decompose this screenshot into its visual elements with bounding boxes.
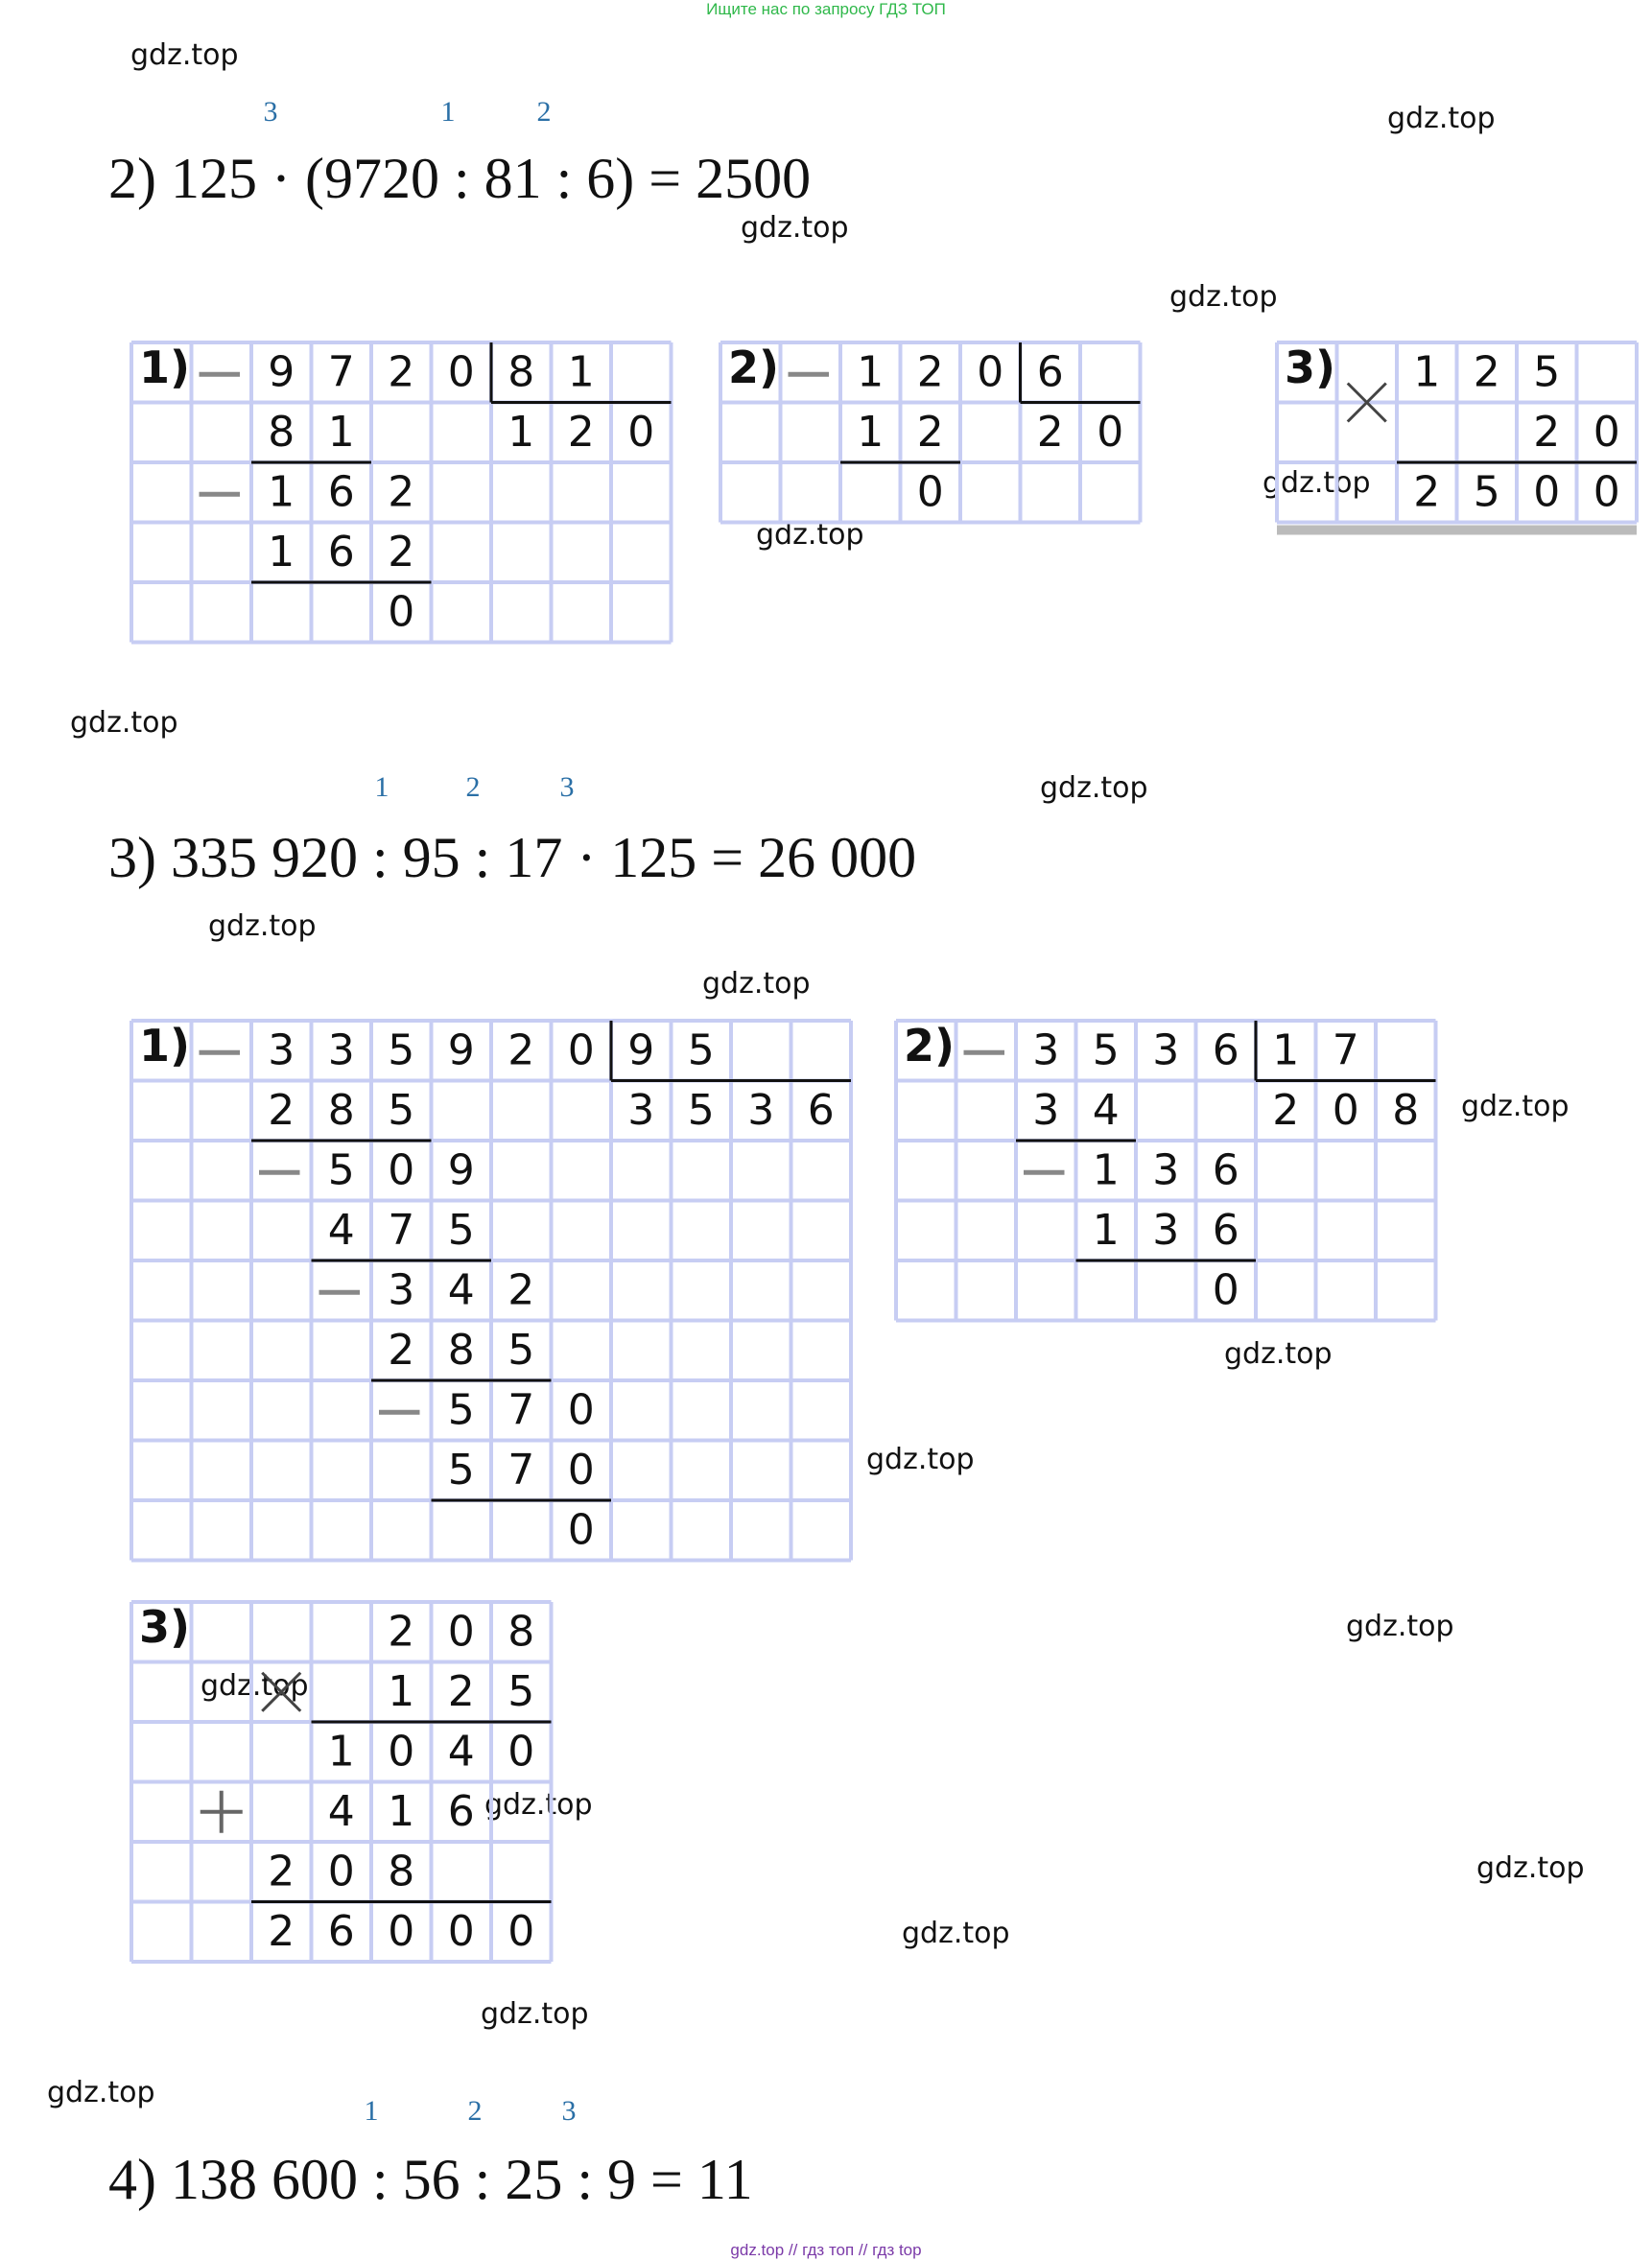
quotient-digit: 0 (1097, 407, 1124, 457)
remainder-digit: 2 (507, 1265, 535, 1315)
partial-product-digit: 4 (447, 1727, 475, 1777)
divisor-digit: 5 (687, 1025, 715, 1075)
plus-sign (201, 1791, 243, 1833)
watermark: gdz.top (702, 967, 811, 1001)
dividend-digit: 9 (447, 1025, 475, 1075)
quotient-digit: 8 (1392, 1085, 1420, 1135)
subtrahend-digit: 1 (857, 407, 885, 457)
order-mark: 2 (536, 96, 552, 128)
subtrahend-digit: 2 (268, 1085, 295, 1135)
expression-task4: 4) 138 600 : 56 : 25 : 9 = 11 (108, 2148, 753, 2211)
divisor-digit: 1 (567, 347, 595, 397)
dividend-digit: 0 (977, 347, 1004, 397)
subtrahend-digit: 8 (447, 1325, 475, 1375)
watermark: gdz.top (130, 38, 239, 72)
subtrahend-digit: 1 (268, 527, 295, 577)
dividend-digit: 3 (1032, 1025, 1060, 1075)
dividend-digit: 5 (388, 1025, 415, 1075)
partial-product-digit: 6 (447, 1786, 475, 1836)
watermark: gdz.top (1476, 1851, 1585, 1885)
step-label: 3) (139, 1601, 191, 1653)
factor-digit: 2 (1533, 407, 1561, 457)
watermark: gdz.top (1224, 1337, 1333, 1371)
remainder-digit: 0 (567, 1505, 595, 1555)
watermark: gdz.top (866, 1443, 975, 1476)
dividend-digit: 7 (327, 347, 355, 397)
watermark: gdz.top (1040, 771, 1148, 805)
remainder-digit: 5 (447, 1385, 475, 1435)
factor-digit: 1 (1413, 347, 1441, 397)
remainder-digit: 0 (388, 1145, 415, 1195)
remainder-digit: 6 (327, 467, 355, 517)
order-mark: 1 (440, 96, 456, 128)
watermark: gdz.top (1263, 466, 1371, 500)
remainder-digit: 6 (1212, 1145, 1239, 1195)
divisor-digit: 1 (1272, 1025, 1300, 1075)
quotient-digit: 3 (627, 1085, 655, 1135)
dividend-digit: 3 (1152, 1025, 1180, 1075)
quotient-digit: 3 (747, 1085, 775, 1135)
watermark: gdz.top (756, 518, 864, 552)
dividend-digit: 0 (447, 347, 475, 397)
order-mark: 1 (364, 2095, 379, 2127)
quotient-digit: 2 (1036, 407, 1064, 457)
times-sign (262, 1673, 300, 1711)
divisor-digit: 9 (627, 1025, 655, 1075)
dividend-digit: 6 (1212, 1025, 1239, 1075)
dividend-digit: 1 (857, 347, 885, 397)
remainder-digit: 5 (327, 1145, 355, 1195)
step-label: 2) (728, 342, 780, 393)
remainder-digit: 0 (916, 467, 944, 517)
watermark: gdz.top (481, 1997, 589, 2031)
subtrahend-digit: 5 (447, 1205, 475, 1255)
dividend-digit: 3 (327, 1025, 355, 1075)
dividend-digit: 2 (507, 1025, 535, 1075)
partial-product-digit: 0 (388, 1727, 415, 1777)
watermark: gdz.top (208, 909, 317, 943)
subtrahend-digit: 5 (447, 1445, 475, 1495)
divisor-digit: 7 (1332, 1025, 1359, 1075)
factor-digit: 5 (1533, 347, 1561, 397)
remainder-digit: 3 (388, 1265, 415, 1315)
product-digit: 2 (1413, 467, 1441, 517)
remainder-digit: 0 (1212, 1265, 1239, 1315)
watermark: gdz.top (1169, 280, 1278, 314)
step-label: 3) (1285, 342, 1336, 393)
order-mark: 3 (561, 2095, 577, 2127)
product-digit: 2 (268, 1906, 295, 1956)
order-mark: 2 (465, 771, 481, 803)
dividend-digit: 2 (388, 347, 415, 397)
dividend-digit: 5 (1092, 1025, 1120, 1075)
subtrahend-digit: 7 (388, 1205, 415, 1255)
step-label: 1) (139, 342, 191, 393)
partial-product-digit: 4 (327, 1786, 355, 1836)
top-banner: Ищите нас по запросу ГДЗ ТОП (706, 0, 946, 18)
remainder-digit: 9 (447, 1145, 475, 1195)
subtrahend-digit: 2 (388, 1325, 415, 1375)
remainder-digit: 1 (1092, 1145, 1120, 1195)
quotient-digit: 0 (627, 407, 655, 457)
step-label: 2) (904, 1020, 956, 1072)
quotient-digit: 6 (807, 1085, 835, 1135)
expression-task2: 2) 125 · (9720 : 81 : 6) = 2500 (108, 147, 812, 210)
subtrahend-digit: 8 (268, 407, 295, 457)
subtrahend-digit: 4 (327, 1205, 355, 1255)
divisor-digit: 8 (507, 347, 535, 397)
expression-task3: 3) 335 920 : 95 : 17 · 125 = 26 000 (108, 826, 917, 889)
remainder-digit: 1 (268, 467, 295, 517)
partial-product-digit: 0 (327, 1847, 355, 1896)
subtrahend-digit: 8 (327, 1085, 355, 1135)
partial-product-digit: 1 (327, 1727, 355, 1777)
watermark: gdz.top (201, 1669, 309, 1703)
factor-digit: 5 (507, 1666, 535, 1716)
grid-lines (131, 342, 1637, 1962)
subtrahend-digit: 3 (1032, 1085, 1060, 1135)
order-mark: 3 (263, 96, 278, 128)
product-digit: 5 (1473, 467, 1500, 517)
factor-digit: 2 (388, 1607, 415, 1657)
remainder-digit: 4 (447, 1265, 475, 1315)
quotient-digit: 5 (687, 1085, 715, 1135)
product-digit: 6 (327, 1906, 355, 1956)
factor-digit: 2 (447, 1666, 475, 1716)
factor-digit: 0 (447, 1607, 475, 1657)
divisor-digit: 6 (1036, 347, 1064, 397)
factor-digit: 8 (507, 1607, 535, 1657)
footer-links: gdz.top // гдз топ // гдз top (730, 2241, 922, 2259)
dividend-digit: 0 (567, 1025, 595, 1075)
subtrahend-digit: 6 (327, 527, 355, 577)
remainder-digit: 0 (388, 587, 415, 637)
remainder-digit: 7 (507, 1385, 535, 1435)
product-digit: 0 (1533, 467, 1561, 517)
quotient-digit: 2 (567, 407, 595, 457)
subtrahend-digit: 0 (567, 1445, 595, 1495)
subtrahend-digit: 1 (327, 407, 355, 457)
quotient-digit: 0 (1332, 1085, 1359, 1135)
quotient-digit: 1 (507, 407, 535, 457)
order-mark: 2 (467, 2095, 483, 2127)
partial-product-digit: 1 (388, 1786, 415, 1836)
remainder-digit: 2 (388, 467, 415, 517)
product-digit: 0 (447, 1906, 475, 1956)
dividend-digit: 3 (268, 1025, 295, 1075)
subtrahend-digit: 7 (507, 1445, 535, 1495)
order-mark: 3 (559, 771, 575, 803)
quotient-digit: 2 (1272, 1085, 1300, 1135)
subtrahend-digit: 3 (1152, 1205, 1180, 1255)
subtrahend-digit: 2 (388, 527, 415, 577)
step-label: 1) (139, 1020, 191, 1072)
watermark: gdz.top (484, 1788, 593, 1822)
factor-digit: 2 (1473, 347, 1500, 397)
product-digit: 0 (388, 1906, 415, 1956)
remainder-digit: 0 (567, 1385, 595, 1435)
dividend-digit: 2 (916, 347, 944, 397)
product-digit: 0 (1593, 467, 1620, 517)
order-mark: 1 (374, 771, 389, 803)
subtrahend-digit: 6 (1212, 1205, 1239, 1255)
product-digit: 0 (507, 1906, 535, 1956)
watermark: gdz.top (741, 211, 849, 245)
remainder-digit: 3 (1152, 1145, 1180, 1195)
watermark: gdz.top (1461, 1090, 1569, 1123)
watermark: gdz.top (1387, 102, 1496, 135)
subtrahend-digit: 4 (1092, 1085, 1120, 1135)
dividend-digit: 9 (268, 347, 295, 397)
watermark: gdz.top (1346, 1610, 1454, 1643)
partial-product-digit: 8 (388, 1847, 415, 1896)
watermark: gdz.top (902, 1917, 1010, 1950)
partial-product-digit: 2 (268, 1847, 295, 1896)
factor-digit: 1 (388, 1666, 415, 1716)
partial-product-digit: 0 (507, 1727, 535, 1777)
subtrahend-digit: 5 (507, 1325, 535, 1375)
watermark: gdz.top (47, 2076, 155, 2109)
subtrahend-digit: 2 (916, 407, 944, 457)
factor-digit: 0 (1593, 407, 1620, 457)
subtrahend-digit: 5 (388, 1085, 415, 1135)
subtrahend-digit: 1 (1092, 1205, 1120, 1255)
watermark: gdz.top (70, 706, 178, 740)
